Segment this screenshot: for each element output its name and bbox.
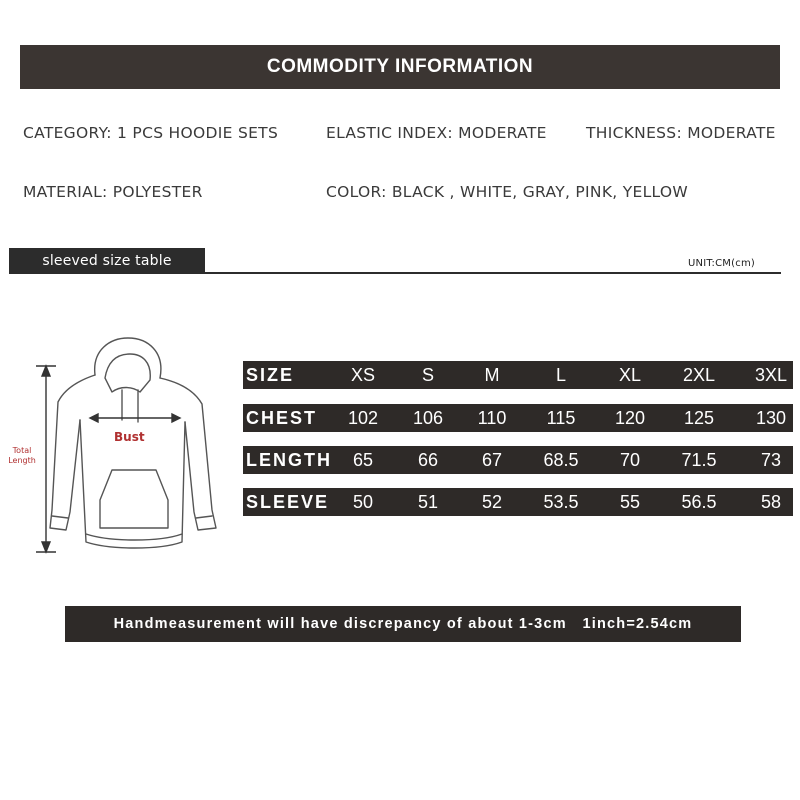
size-table-tab: [9, 248, 205, 274]
table-cell: 51: [417, 492, 439, 512]
table-cell: 55: [619, 492, 641, 512]
table-cell: 58: [760, 492, 782, 512]
header-cell: XS: [350, 365, 375, 385]
table-cell: 52: [481, 492, 503, 512]
row-label: CHEST: [246, 408, 318, 428]
unit-label: UNIT:CM(cm): [688, 258, 755, 269]
table-cell: 53.5: [543, 492, 579, 512]
header-label: SIZE: [246, 365, 295, 385]
table-cell: 65: [352, 450, 374, 470]
measurement-note-text: Handmeasurement will have discrepancy of about 1-3cm 1inch=2.54cm: [113, 616, 693, 632]
banner-title: COMMODITY INFORMATION: [266, 56, 534, 77]
table-cell: 130: [755, 408, 787, 428]
table-cell: 125: [683, 408, 715, 428]
table-cell: 115: [546, 408, 576, 428]
table-row: [243, 404, 793, 432]
table-cell: 66: [417, 450, 439, 470]
commodity-info-banner: [20, 45, 780, 89]
table-cell: 70: [619, 450, 641, 470]
hoodie-outline-icon: [0, 330, 240, 560]
table-cell: 71.5: [681, 450, 717, 470]
elastic-info: ELASTIC INDEX: MODERATE: [326, 124, 547, 142]
color-info: COLOR: BLACK , WHITE, GRAY, PINK, YELLOW: [326, 183, 689, 201]
table-cell: 106: [412, 408, 444, 428]
table-cell: 73: [760, 450, 782, 470]
total-length-label: Total Length: [8, 446, 36, 465]
table-row: [243, 488, 793, 516]
table-cell: 68.5: [543, 450, 579, 470]
header-cell: L: [555, 365, 566, 385]
table-row: [243, 446, 793, 474]
thickness-info: THICKNESS: MODERATE: [586, 124, 776, 142]
row-label: LENGTH: [246, 450, 332, 470]
measurement-note: [65, 606, 741, 642]
table-cell: 120: [614, 408, 646, 428]
table-cell: 110: [477, 408, 507, 428]
row-label: SLEEVE: [246, 492, 330, 512]
bust-label: Bust: [114, 430, 145, 444]
material-info: MATERIAL: POLYESTER: [23, 183, 203, 201]
category-info: CATEGORY: 1 PCS HOODIE SETS: [23, 124, 279, 142]
header-cell: M: [484, 365, 500, 385]
table-cell: 102: [347, 408, 379, 428]
header-cell: S: [421, 365, 434, 385]
size-table-tab-label: sleeved size table: [42, 253, 172, 269]
table-cell: 50: [352, 492, 374, 512]
table-cell: 56.5: [681, 492, 717, 512]
header-cell: XL: [618, 365, 642, 385]
table-header-row: [243, 361, 793, 389]
header-cell: 2XL: [682, 365, 716, 385]
table-cell: 67: [481, 450, 503, 470]
header-cell: 3XL: [754, 365, 788, 385]
section-divider: [9, 272, 781, 274]
